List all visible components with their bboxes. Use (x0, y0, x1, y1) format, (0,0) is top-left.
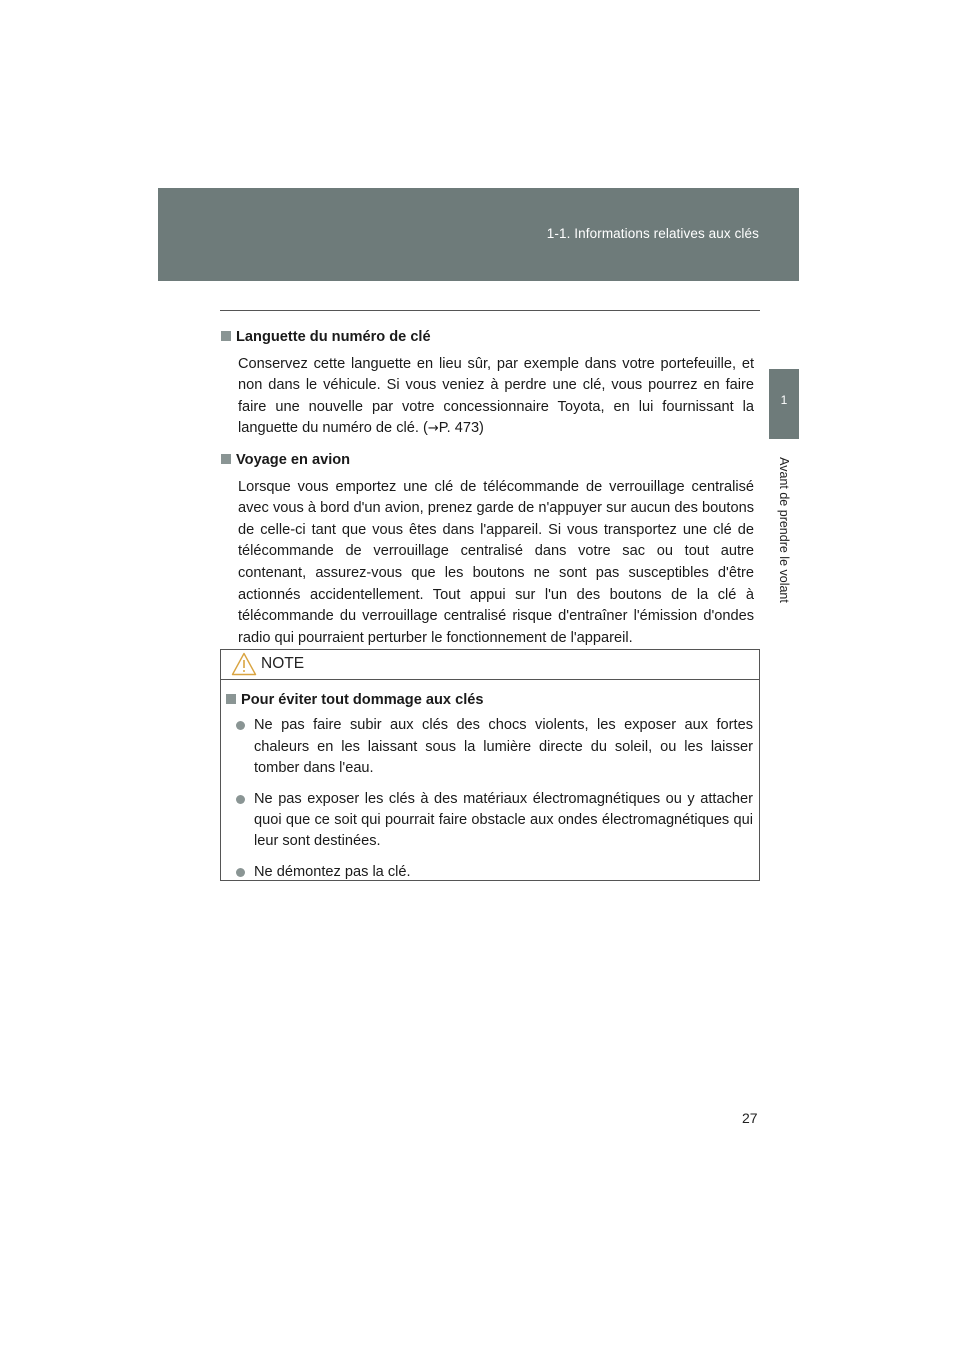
note-list-item (226, 862, 753, 883)
section-paragraph (238, 354, 754, 440)
page-number: 27 (742, 1110, 758, 1126)
section-heading (221, 327, 754, 349)
header-band (158, 188, 799, 281)
chapter-label: Avant de prendre le volant (777, 457, 791, 603)
round-bullet-icon (236, 795, 245, 804)
note-list-item (226, 715, 753, 779)
page-reference: P. 473) (438, 420, 484, 437)
square-bullet-icon (226, 694, 236, 704)
chapter-tab-number: 1 (780, 393, 788, 407)
note-title: NOTE (261, 655, 305, 672)
square-bullet-icon (221, 454, 231, 464)
note-heading (226, 690, 753, 711)
note-heading-text: Pour éviter tout dommage aux clés (241, 692, 484, 708)
section-title: 1-1. Informations relatives aux clés (546, 226, 759, 241)
section-paragraph: Lorsque vous emportez une clé de télécommande de verrouillage centralisé avec vous à bord d'un avion, prenez garde de n'appuyer sur aucun des boutons de celle-ci tant que vous êtes dans l'appareil. Si vous transportez une clé de télécommande de verrouillage centralisé dans votre sac ou tout autre contenant, assurez-vous que les boutons ne sont pas susceptibles d'être actionnés accidentellement. Tout appui sur l'un des boutons de la clé à télécommande du verrouillage centralisé risque d'entraîner l'émission d'ondes radio qui pourraient perturber le fonctionnement de l'appareil. (238, 478, 754, 646)
section-heading (221, 450, 754, 472)
section-heading-text: Voyage en avion (236, 451, 351, 468)
round-bullet-icon (236, 868, 245, 877)
paragraph-text: Conservez cette languette en lieu sûr, par exemple dans votre portefeuille, et non dans le véhicule. Si vous veniez à perdre une clé, vous pourrez en faire faire une nouvelle par votre concessionnaire Toyota, en lui fournissant la languette du numéro de clé. ( (238, 355, 754, 437)
section-heading-text: Languette du numéro de clé (236, 329, 431, 345)
note-item-text: Ne pas faire subir aux clés des chocs violents, les exposer aux fortes chaleurs en les laissant sous la lumière directe du soleil, ou les laisser tomber dans l'eau. (254, 717, 753, 777)
square-bullet-icon (221, 331, 231, 341)
warning-triangle-icon (231, 652, 257, 681)
arrow-right-icon: → (427, 421, 439, 437)
note-box (220, 649, 760, 881)
main-content (221, 327, 754, 659)
round-bullet-icon (236, 721, 245, 730)
top-divider (220, 310, 760, 311)
chapter-tab (769, 369, 799, 439)
note-item-text: Ne pas exposer les clés à des matériaux électromagnétiques ou y attacher quoi que ce soit qui pourrait faire obstacle aux ondes électromagnétiques qui leur sont destinées. (254, 790, 753, 850)
note-body (221, 680, 759, 883)
note-list-item (226, 789, 753, 853)
note-item-text: Ne démontez pas la clé. (254, 863, 411, 880)
note-header (221, 650, 759, 680)
